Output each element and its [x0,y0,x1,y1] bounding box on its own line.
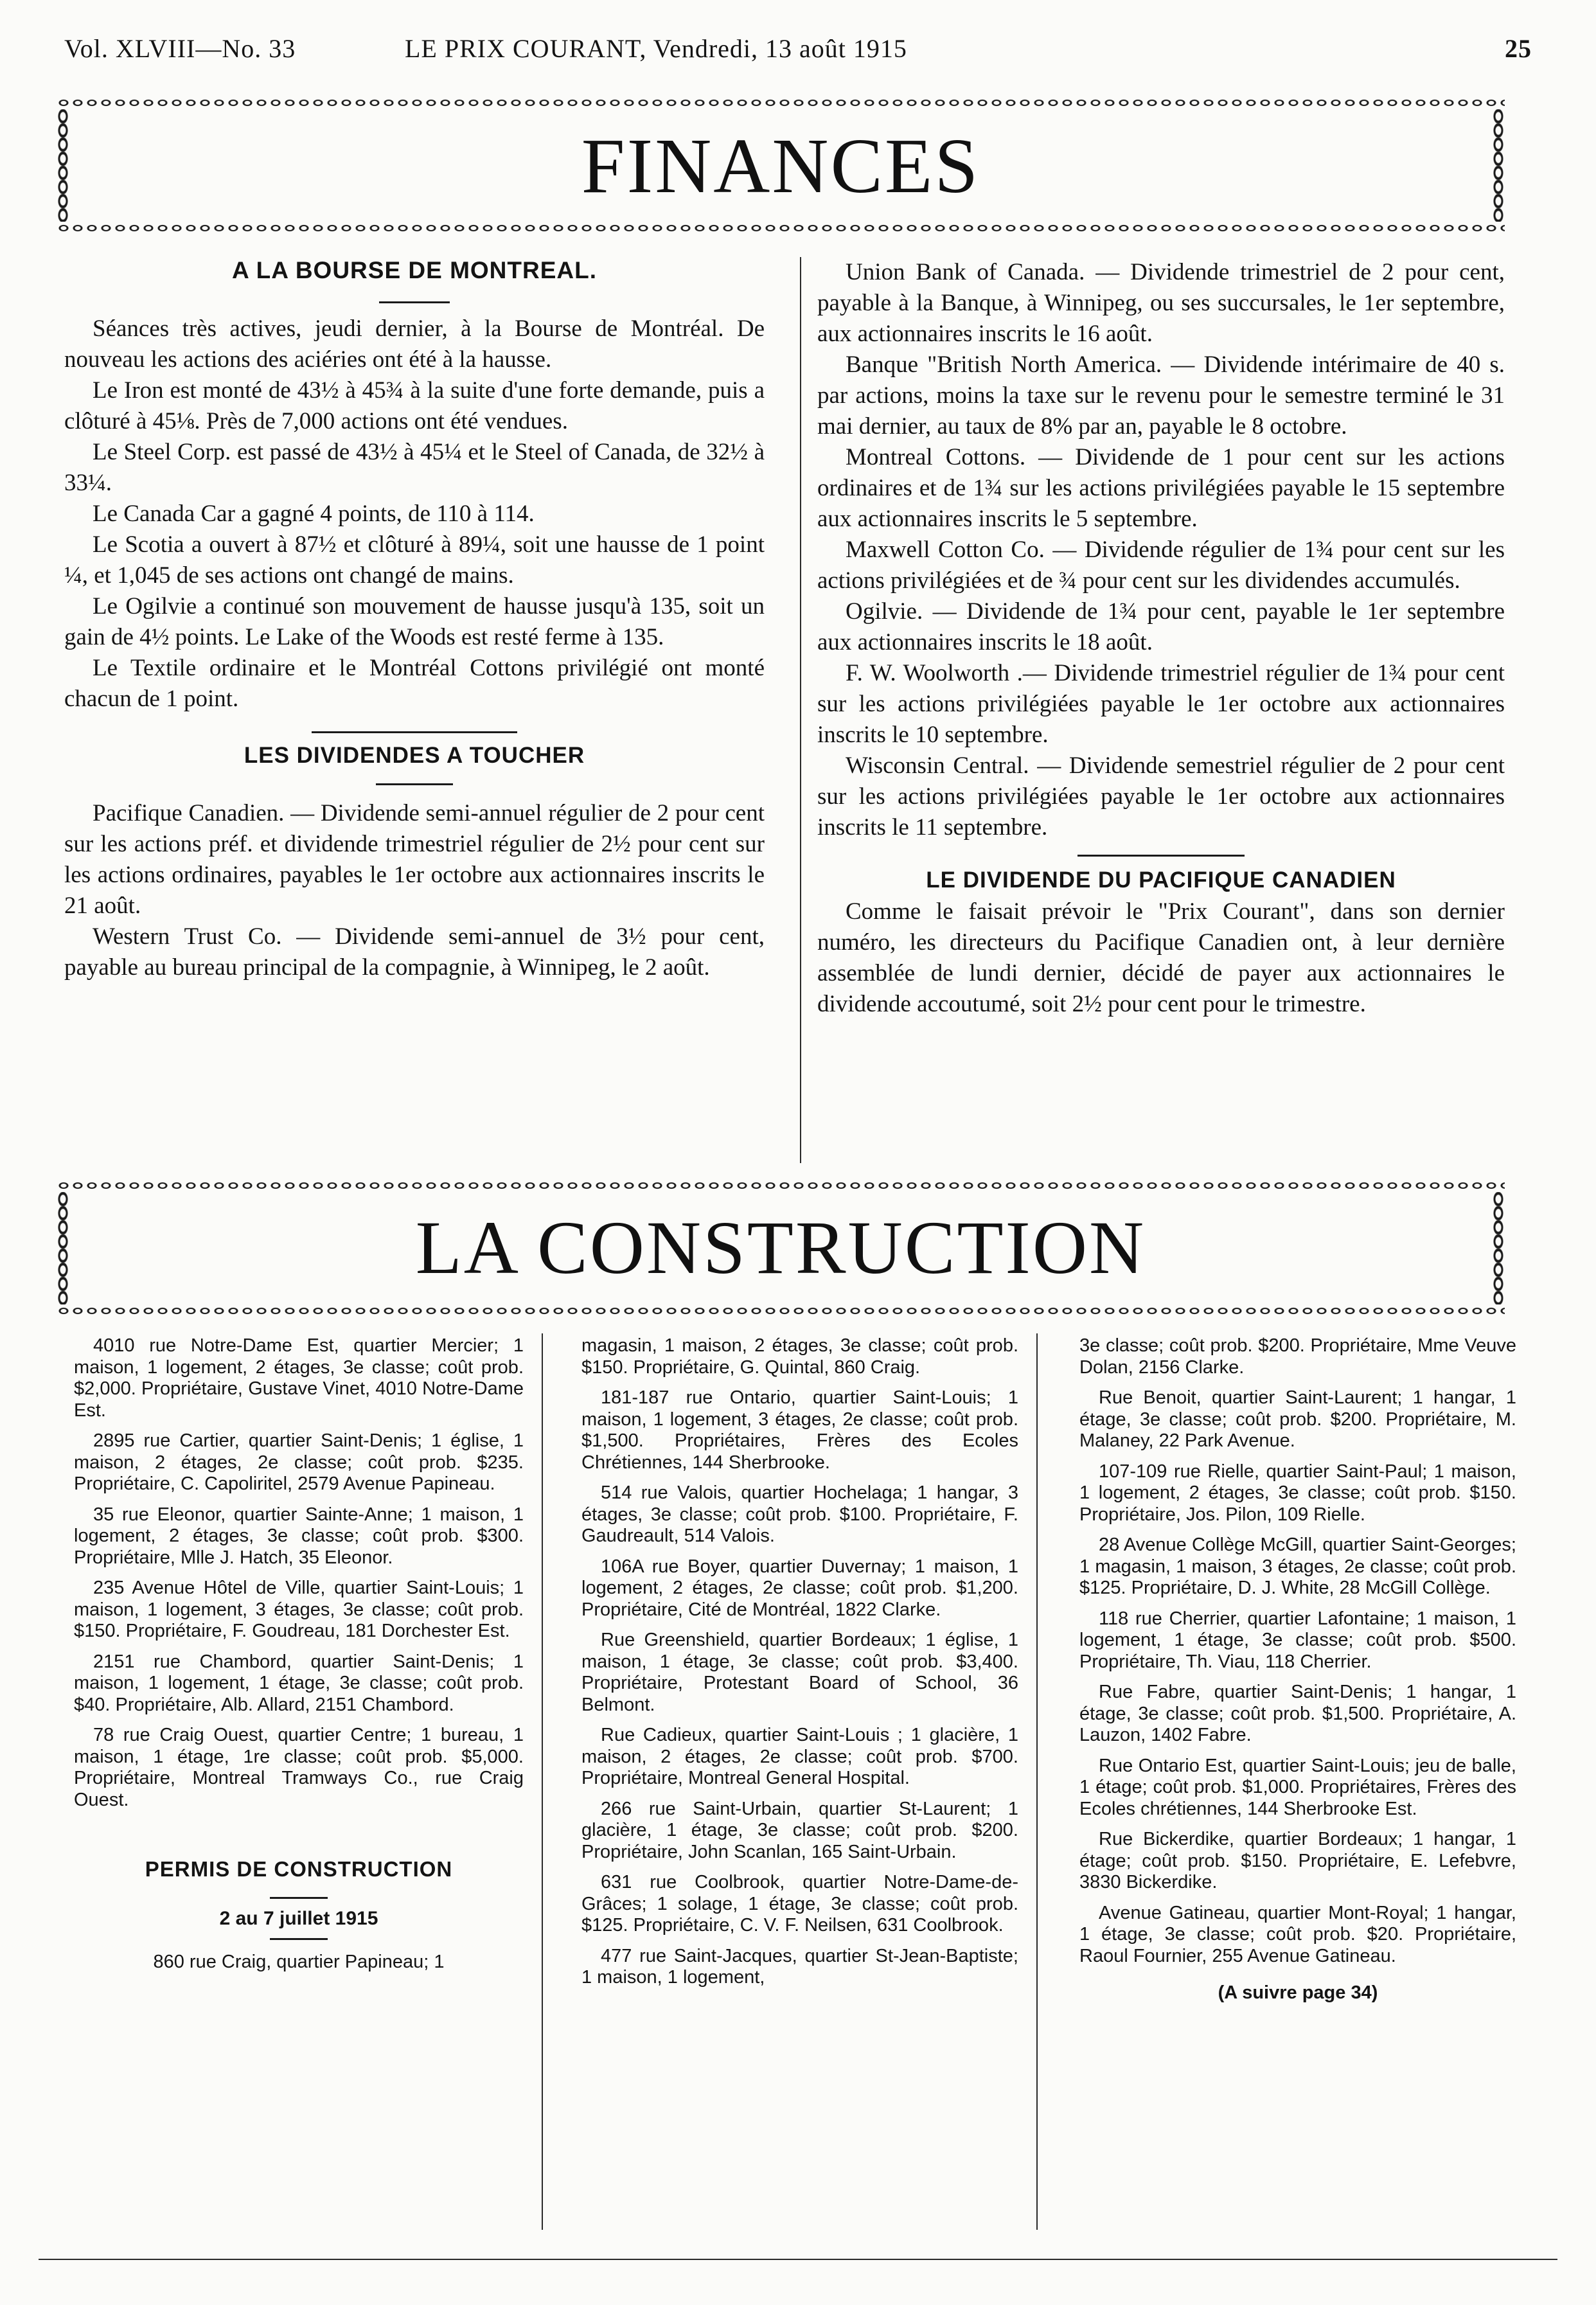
construction-column-2 [581,1335,1018,1998]
dividende-paragraph: F. W. Woolworth .— Dividende trimestriel régulier de 1¾ pour cent sur les actions privilégiées payable le 1er octobre aux actionnaires inscrits le 10 septembre. [817,660,1505,748]
dividende-paragraph: Pacifique Canadien. — Dividende semi-annuel régulier de 2 pour cent sur les actions préf. et dividende trimestriel régulier de 2½ pour cent sur les actions ordinaires, payables le 1er octobre aux actionnaires inscrits le 21 août. [64,800,765,919]
dividende-paragraph: Banque "British North America. — Dividende intérimaire de 40 s. par actions, moins la taxe sur le revenu pour le semestre terminé le 31 mai dernier, au taux de 8% par an, payable le 8 octobre. [817,352,1505,440]
dividende-paragraph: Maxwell Cotton Co. — Dividende régulier de 1¾ pour cent sur les actions privilégiées et de ¾ pour cent sur les dividendes accumulés. [817,537,1505,594]
bourse-paragraph: Le Iron est monté de 43½ à 45¾ à la suite d'une forte demande, puis a clôturé à 45⅛. Près de 7,000 actions ont été vendues. [64,377,765,434]
bourse-paragraph: Le Scotia a ouvert à 87½ et clôturé à 89¼, soit une hausse de 1 point ¼, et 1,045 de ses actions ont changé de mains. [64,531,765,589]
construction-entry: 860 rue Craig, quartier Papineau; 1 [153,1952,445,1972]
chain-border-bottom [57,1304,1505,1317]
heading-rule [376,783,453,785]
chain-border-top [57,1179,1505,1192]
construction-entry: 631 rue Coolbrook, quartier Notre-Dame-de-Grâces; 1 solage, 1 étage, 3e classe; coût prob. $125. Propriétaire, C. V. F. Neilsen, 631 Coolbrook. [581,1872,1018,1936]
construction-entry: 118 rue Cherrier, quartier Lafontaine; 1 maison, 1 logement, 1 étage, 3e classe; coût prob. $500. Propriétaire, Th. Viau, 118 Cherrier. [1079,1608,1516,1672]
dividende-paragraph: Union Bank of Canada. — Dividende trimestriel de 2 pour cent, payable à la Banque, à Winnipeg, ou ses succursales, le 1er septembre, aux actionnaires inscrits le 16 août. [817,259,1505,347]
column-divider [800,257,801,1163]
bourse-paragraph: Le Steel Corp. est passé de 43½ à 45¼ et le Steel of Canada, de 32½ à 33¼. [64,439,765,496]
section-rule [1077,855,1245,857]
heading-rule [379,301,450,303]
construction-entry: 2895 rue Cartier, quartier Saint-Denis; 1 église, 1 maison, 2 étages, 2e classe; coût prob. $235. Propriétaire, C. Capoliritel, 2579 Avenue Papineau. [74,1430,524,1494]
column-divider [1036,1333,1038,2230]
heading-rule [270,1897,328,1899]
construction-entry: Rue Ontario Est, quartier Saint-Louis; jeu de balle, 1 étage; coût prob. $1,000. Propriétaires, Frères des Ecoles chrétiennes, 144 Sherbrooke Est. [1079,1755,1516,1819]
bourse-paragraph: Séances très actives, jeudi dernier, à la Bourse de Montréal. De nouveau les actions des aciéries ont été à la hausse. [64,316,765,373]
continued-note: (A suivre page 34) [1218,1982,1378,2003]
dividende-paragraph: Western Trust Co. — Dividende semi-annuel de 3½ pour cent, payable au bureau principal de la compagnie, à Winnipeg, le 2 août. [64,923,765,981]
page-number: 25 [1505,34,1532,63]
construction-entry: 106A rue Boyer, quartier Duvernay; 1 maison, 1 logement, 2 étages, 2e classe; coût prob. $1,200. Propriétaire, Cité de Montréal, 1822 Clarke. [581,1556,1018,1620]
construction-entry: 107-109 rue Rielle, quartier Saint-Paul; 1 maison, 1 logement, 2 étages, 3e classe; coût prob. $150. Propriétaire, Jos. Pilon, 109 Rielle. [1079,1461,1516,1525]
construction-entry: 78 rue Craig Ouest, quartier Centre; 1 bureau, 1 maison, 1 étage, 1re classe; coût prob. $5,000. Propriétaire, Montreal Tramways Co., rue Craig Ouest. [74,1725,524,1810]
construction-entry: Avenue Gatineau, quartier Mont-Royal; 1 hangar, 1 étage, 3e classe; coût prob. $20. Propriétaire, Raoul Fournier, 255 Avenue Gatineau. [1079,1902,1516,1966]
bourse-paragraph: Le Textile ordinaire et le Montréal Cottons privilégié ont monté chacun de 1 point. [64,655,765,712]
chain-border-top [57,96,1505,109]
construction-column-1 [74,1335,524,1982]
construction-entry: 4010 rue Notre-Dame Est, quartier Mercier; 1 maison, 1 logement, 2 étages, 3e classe; coût prob. $2,000. Propriétaire, Gustave Vinet, 4010 Notre-Dame Est. [74,1335,524,1421]
dividendes-heading: LES DIVIDENDES A TOUCHER [244,743,585,768]
construction-entry: 235 Avenue Hôtel de Ville, quartier Saint-Louis; 1 maison, 1 logement, 3 étages, 3e classe; coût prob. $150. Propriétaire, F. Goudreau, 181 Dorchester Est. [74,1578,524,1641]
issue-title: LE PRIX COURANT, Vendredi, 13 août 1915 [405,34,907,63]
column-divider [542,1333,543,2230]
construction-entry: 514 rue Valois, quartier Hochelaga; 1 hangar, 3 étages, 3e classe; coût prob. $100. Propriétaire, F. Gaudreault, 514 Valois. [581,1482,1018,1546]
construction-entry: magasin, 1 maison, 2 étages, 3e classe; coût prob. $150. Propriétaire, G. Quintal, 860 Craig. [581,1335,1018,1378]
page-bottom-rule [39,2259,1557,2260]
heading-rule [270,1938,328,1940]
construction-title: LA CONSTRUCTION [415,1206,1146,1290]
permis-date: 2 au 7 juillet 1915 [219,1907,378,1929]
construction-banner [57,1179,1505,1317]
construction-entry: 266 rue Saint-Urbain, quartier St-Laurent; 1 glacière, 1 étage, 3e classe; coût prob. $200. Propriétaire, John Scanlan, 165 Saint-Urbain. [581,1798,1018,1862]
construction-entry: 35 rue Eleonor, quartier Sainte-Anne; 1 maison, 1 logement, 2 étages, 3e classe; coût prob. $300. Propriétaire, Mlle J. Hatch, 35 Eleonor. [74,1504,524,1568]
bourse-heading: A LA BOURSE DE MONTREAL. [231,257,598,283]
finances-banner [57,96,1505,235]
section-rule [312,731,517,733]
finances-left-column [64,254,765,983]
construction-entry: Rue Cadieux, quartier Saint-Louis ; 1 glacière, 1 maison, 2 étages, 2e classe; coût prob. $700. Propriétaire, Montreal General Hospital. [581,1725,1018,1788]
dividende-paragraph: Ogilvie. — Dividende de 1¾ pour cent, payable le 1er septembre aux actionnaires inscrits le 18 août. [817,598,1505,655]
construction-entry: 28 Avenue Collège McGill, quartier Saint-Georges; 1 magasin, 1 maison, 3 étages, 2e classe; coût prob. $125. Propriétaire, D. J. White, 28 McGill Collège. [1079,1535,1516,1598]
construction-entry: Rue Bickerdike, quartier Bordeaux; 1 hangar, 1 étage; coût prob. $150. Propriétaire, E. Lefebvre, 3830 Bickerdike. [1079,1829,1516,1892]
finances-title: FINANCES [581,123,980,209]
running-head [64,28,1532,73]
construction-entry: 181-187 rue Ontario, quartier Saint-Louis; 1 maison, 1 logement, 3 étages, 2e classe; coût prob. $1,500. Propriétaires, Frères des Ecoles Chrétiennes, 144 Sherbrooke. [581,1387,1018,1473]
dividende-paragraph: Montreal Cottons. — Dividende de 1 pour cent sur les actions ordinaires et de 1¾ sur les actions privilégiées payable le 15 septembre aux actionnaires inscrits le 5 septembre. [817,444,1505,532]
bourse-paragraph: Le Canada Car a gagné 4 points, de 110 à 114. [93,501,535,527]
construction-entry: Rue Greenshield, quartier Bordeaux; 1 église, 1 maison, 1 étage, 3e classe; coût prob. $3,400. Propriétaire, Protestant Board of School, 36 Belmont. [581,1630,1018,1715]
dividende-paragraph: Wisconsin Central. — Dividende semestriel régulier de 2 pour cent sur les actions privilégiées payable le 1er octobre aux actionnaires inscrits le 11 septembre. [817,752,1505,841]
construction-entry: 477 rue Saint-Jacques, quartier St-Jean-Baptiste; 1 maison, 1 logement, [581,1945,1018,1988]
chain-border-bottom [57,222,1505,235]
pacifique-heading: LE DIVIDENDE DU PACIFIQUE CANADIEN [926,868,1396,893]
volume-number: Vol. XLVIII—No. 33 [64,34,296,63]
construction-entry: 2151 rue Chambord, quartier Saint-Denis; 1 maison, 1 logement, 1 étage, 3e classe; coût prob. $40. Propriétaire, Alb. Allard, 2151 Chambord. [74,1651,524,1715]
construction-entry: Rue Fabre, quartier Saint-Denis; 1 hangar, 1 étage, 3e classe; coût prob. $1,500. Propriétaire, A. Lauzon, 1402 Fabre. [1079,1682,1516,1745]
finances-right-column [817,257,1505,1020]
bourse-paragraph: Le Ogilvie a continué son mouvement de hausse jusqu'à 135, soit un gain de 4½ points. Le Lake of the Woods est resté ferme à 135. [64,593,765,650]
construction-entry: Rue Benoit, quartier Saint-Laurent; 1 hangar, 1 étage, 3e classe; coût prob. $200. Propriétaire, M. Malaney, 22 Park Avenue. [1079,1387,1516,1451]
permis-heading: PERMIS DE CONSTRUCTION [145,1857,453,1881]
construction-column-3 [1079,1335,1516,2004]
construction-entry: 3e classe; coût prob. $200. Propriétaire, Mme Veuve Dolan, 2156 Clarke. [1079,1335,1516,1378]
pacifique-paragraph: Comme le faisait prévoir le "Prix Courant", dans son dernier numéro, les directeurs du Pacifique Canadien ont, à leur dernière assemblée de lundi dernier, décidé de payer aux actionnaires le dividende accoutumé, soit 2½ pour cent pour le trimestre. [817,898,1505,1017]
